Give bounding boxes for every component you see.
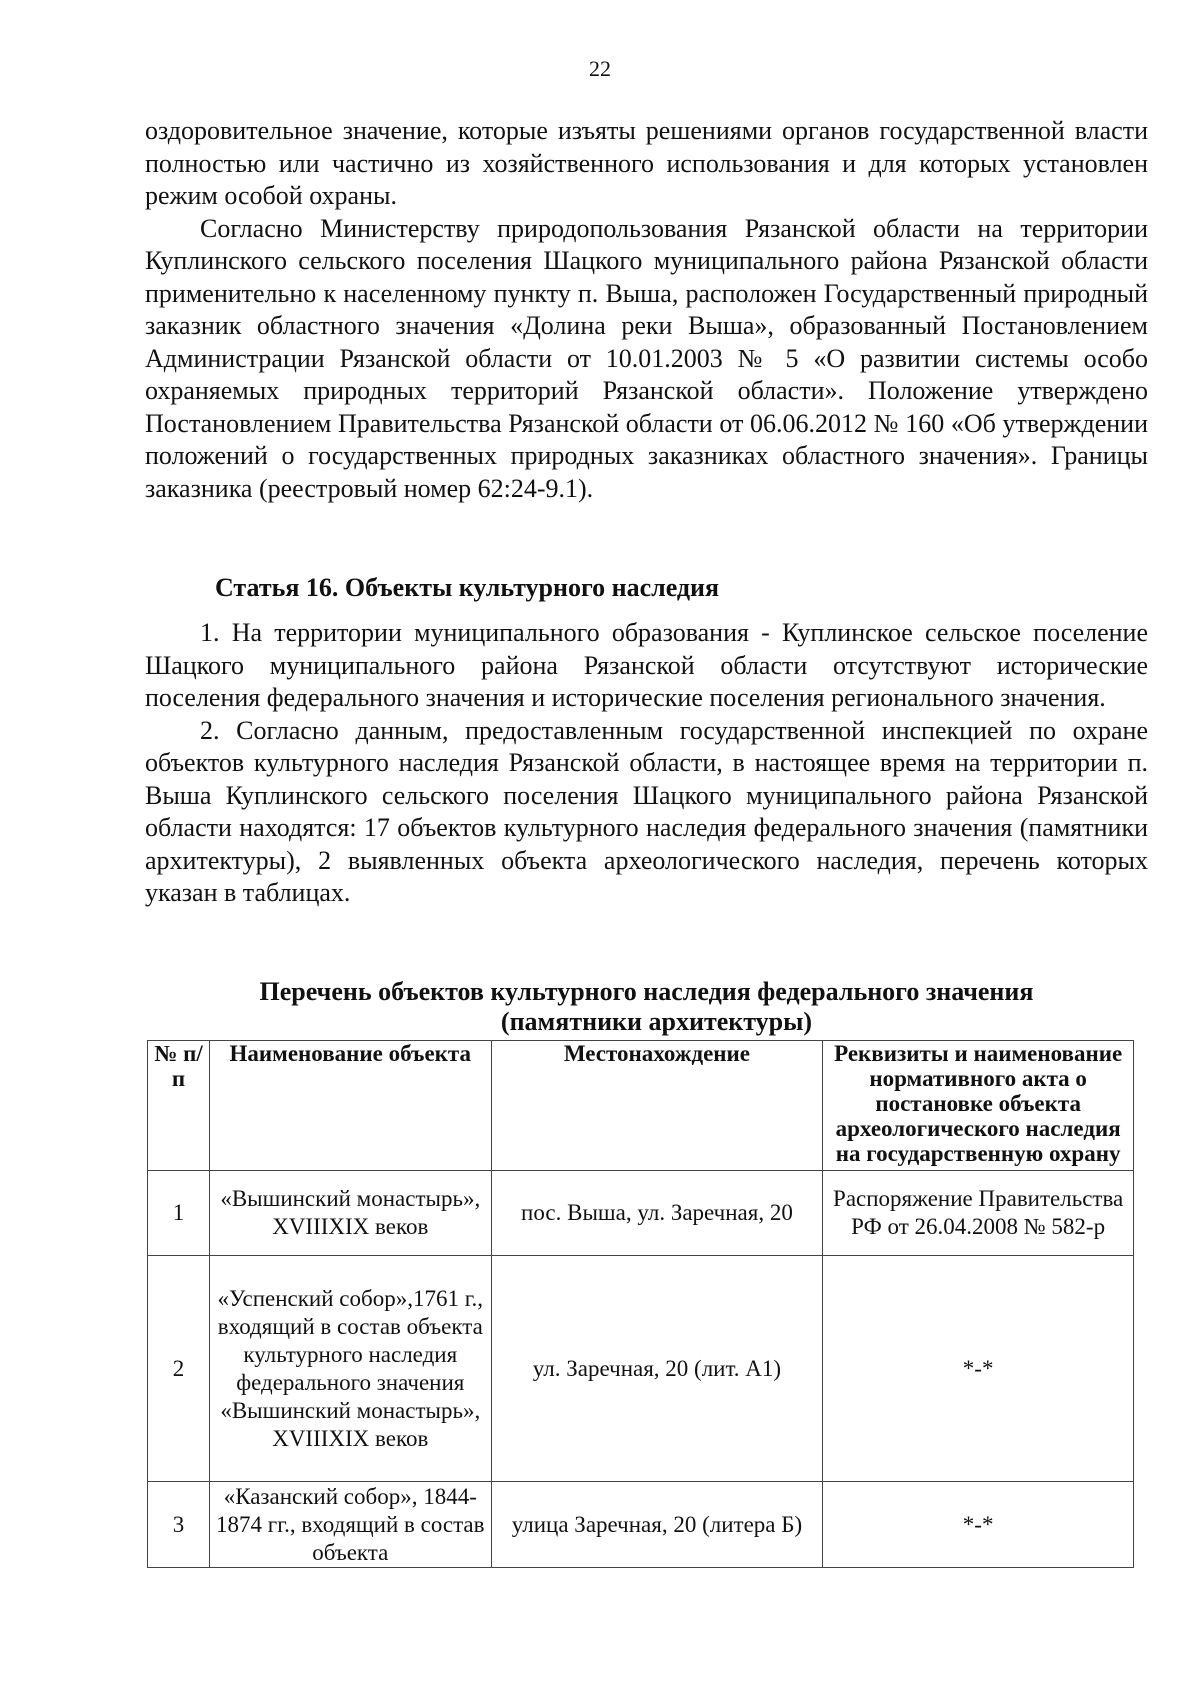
paragraph-nature-reserve: Согласно Министерству природопользования Рязанской области на территории Куплинского сельского поселения Шацкого муниципального района Рязанской области применительно к населенному пункту п. Выша, расположен Государственный природный заказник областного значения «Долина реки Выша», образованный Постановлением Администрации Рязанской области от 10.01.2003 № 5 «О развитии системы особо охраняемых природных территорий Рязанской области». Положение утверждено Постановлением Правительства Рязанской области от 06.06.2012 № 160 «Об утверждении положений о государственных природных заказниках областного значения». Границы заказника (реестровый номер 62:24-9.1). xyxy=(145,213,1148,503)
cell-number: 3 xyxy=(148,1482,210,1568)
table-row xyxy=(148,1256,1134,1482)
table-caption xyxy=(145,977,1148,1037)
table-caption-line-2: (памятники архитектуры) xyxy=(500,1007,813,1036)
article-heading: Статья 16. Объекты культурного наследия xyxy=(215,573,720,602)
table-row xyxy=(148,1482,1134,1568)
cell-object-name: «Казанский собор», 1844-1874 гг., входящий в состав объекта xyxy=(209,1482,491,1568)
paragraph-item-2: 2. Согласно данным, предоставленным государственной инспекцией по охране объектов культурного наследия Рязанской области, в настоящее время на территории п. Выша Куплинского сельского поселения Шацкого муниципального района Рязанской области находятся: 17 объектов культурного наследия федерального значения (памятники архитектуры), 2 выявленных объекта археологического наследия, перечень которых указан в таблицах. xyxy=(145,715,1148,907)
cell-object-name: «Успенский собор»,1761 г., входящий в состав объекта культурного наследия федерального значения «Вышинский монастырь», XVIIIXIX веков xyxy=(209,1256,491,1482)
cell-legal-act: *-* xyxy=(823,1482,1134,1568)
header-location: Местонахождение xyxy=(491,1041,823,1171)
cell-location: пос. Выша, ул. Заречная, 20 xyxy=(491,1171,823,1256)
paragraph-continuation: оздоровительное значение, которые изъяты решениями органов государственной власти полностью или частично из хозяйственного использования и для которых установлен режим особой охраны. xyxy=(145,116,1148,210)
heritage-objects-table xyxy=(147,1040,1134,1568)
header-number: № п/п xyxy=(148,1041,210,1171)
table-caption-line-1: Перечень объектов культурного наследия федерального значения xyxy=(259,977,1034,1006)
cell-number: 2 xyxy=(148,1256,210,1482)
cell-object-name: «Вышинский монастырь», XVIIIXIX веков xyxy=(209,1171,491,1256)
cell-location: улица Заречная, 20 (литера Б) xyxy=(491,1482,823,1568)
cell-location: ул. Заречная, 20 (лит. А1) xyxy=(491,1256,823,1482)
page-number: 22 xyxy=(589,56,611,81)
cell-legal-act: *-* xyxy=(823,1256,1134,1482)
header-object-name: Наименование объекта xyxy=(209,1041,491,1171)
article-text-block xyxy=(145,617,1148,910)
paragraph-item-1: 1. На территории муниципального образования - Куплинское сельское поселение Шацкого муниципального района Рязанской области отсутствуют исторические поселения федерального значения и исторические поселения регионального значения. xyxy=(145,618,1148,712)
cell-legal-act: Распоряжение Правительства РФ от 26.04.2008 № 582-р xyxy=(823,1171,1134,1256)
intro-text-block xyxy=(145,115,1148,505)
table-row xyxy=(148,1171,1134,1256)
header-legal-act: Реквизиты и наименование нормативного акта о постановке объекта археологического наследия на государственную охрану xyxy=(823,1041,1134,1171)
table-header-row xyxy=(148,1041,1134,1171)
cell-number: 1 xyxy=(148,1171,210,1256)
